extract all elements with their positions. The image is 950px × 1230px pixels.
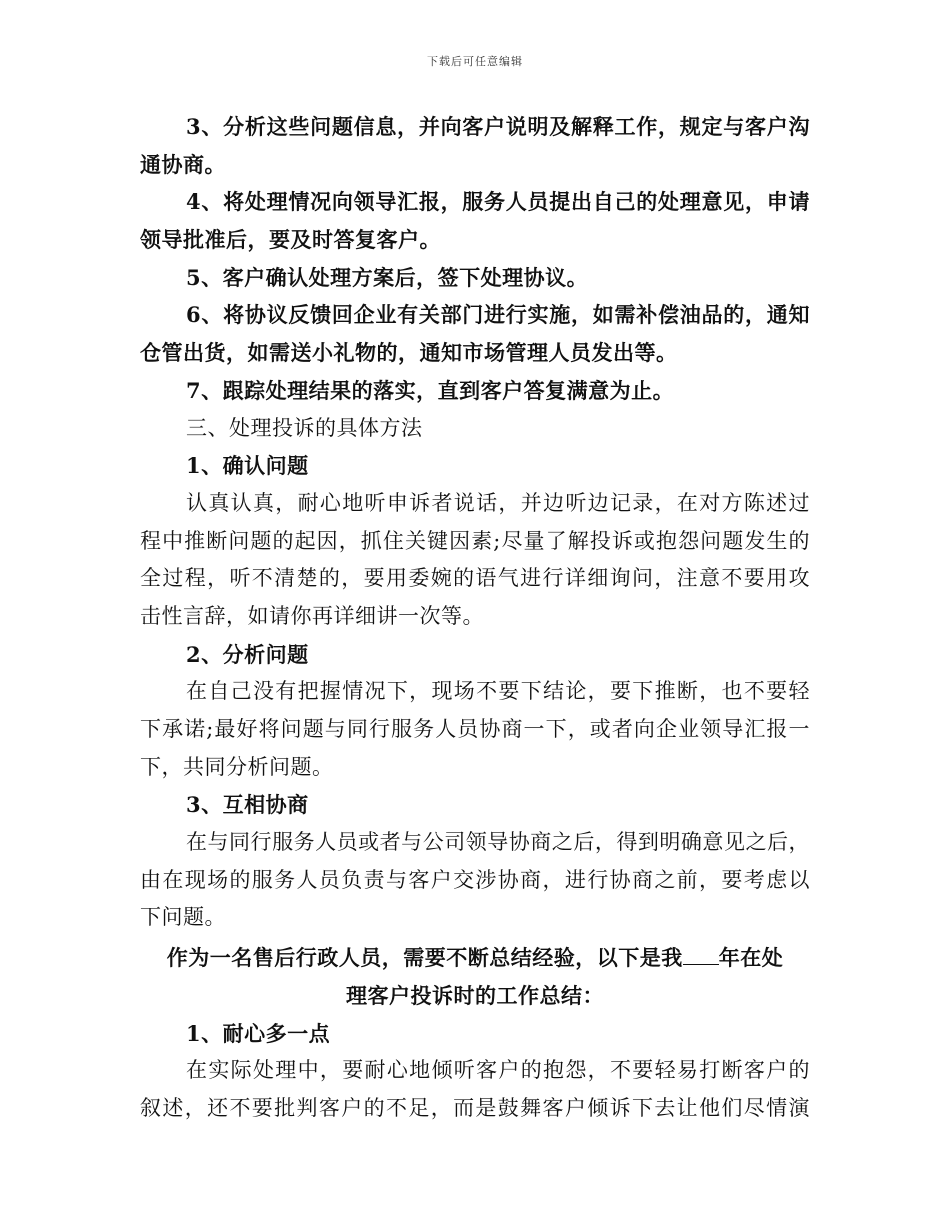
negotiate-line-3: 下问题。 xyxy=(140,905,226,930)
page-header: 下载后可任意编辑 xyxy=(427,55,523,68)
para-7-line-1: 7、跟踪处理结果的落实，直到客户答复满意为止。 xyxy=(186,377,675,403)
subheading-negotiate: 3、互相协商 xyxy=(186,792,309,818)
para-6-line-2: 仓管出货，如需送小礼物的，通知市场管理人员发出等。 xyxy=(140,340,678,366)
patience-line-2: 叙述，还不要批判客户的不足，而是鼓舞客户倾诉下去让他们尽情演 xyxy=(140,1095,810,1120)
para-5-line-1: 5、客户确认处理方案后，签下处理协议。 xyxy=(186,264,589,290)
confirm-line-3: 全过程，听不清楚的，要用委婉的语气进行详细询问，注意不要用攻 xyxy=(140,566,810,591)
subheading-analyze: 2、分析问题 xyxy=(186,641,309,667)
confirm-line-4: 击性言辞，如请你再详细讲一次等。 xyxy=(140,603,484,628)
patience-line-1: 在实际处理中，要耐心地倾听客户的抱怨，不要轻易打断客户的 xyxy=(186,1058,810,1083)
document-body xyxy=(140,108,810,1128)
year-blank xyxy=(683,944,719,965)
summary-line-2: 理客户投诉时的工作总结： xyxy=(346,982,604,1008)
para-4-line-1: 4、将处理情况向领导汇报，服务人员提出自己的处理意见，申请 xyxy=(186,189,810,215)
para-3-line-1: 3、分析这些问题信息，并向客户说明及解释工作，规定与客户沟 xyxy=(186,114,810,139)
analyze-line-1: 在自己没有把握情况下，现场不要下结论，要下推断，也不要轻 xyxy=(186,679,810,704)
para-6-line-1: 6、将协议反馈回企业有关部门进行实施，如需补偿油品的，通知 xyxy=(186,302,810,328)
para-4-line-2: 领导批准后，要及时答复客户。 xyxy=(140,227,441,253)
summary-text-after: 年在处 xyxy=(718,945,784,971)
para-3-line-2: 通协商。 xyxy=(140,151,226,177)
negotiate-line-1: 在与同行服务人员或者与公司领导协商之后，得到明确意见之后， xyxy=(186,830,810,855)
analyze-line-3: 下，共同分析问题。 xyxy=(140,754,334,779)
negotiate-line-2: 由在现场的服务人员负责与客户交涉协商，进行协商之前，要考虑以 xyxy=(140,867,810,892)
confirm-line-2: 程中推断问题的起因，抓住关键因素;尽量了解投诉或抱怨问题发生的 xyxy=(140,528,810,553)
summary-line-1 xyxy=(140,939,810,977)
confirm-line-1: 认真认真，耐心地听申诉者说话，并边听边记录，在对方陈述过 xyxy=(186,490,810,515)
section-heading-3: 三、处理投诉的具体方法 xyxy=(186,415,423,440)
subheading-patience: 1、耐心多一点 xyxy=(186,1020,331,1046)
subheading-confirm: 1、确认问题 xyxy=(186,453,309,479)
analyze-line-2: 下承诺;最好将问题与同行服务人员协商一下，或者向企业领导汇报一 xyxy=(140,717,810,741)
summary-text-before: 作为一名售后行政人员，需要不断总结经验，以下是我 xyxy=(166,945,683,971)
